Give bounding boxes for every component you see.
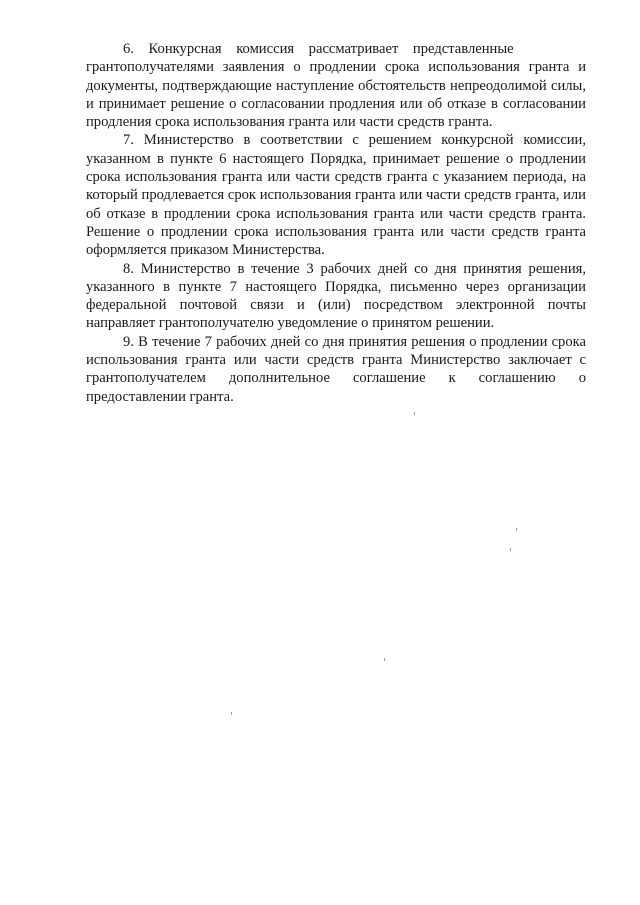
paragraph-6: 6. Конкурсная комиссия рассматривает представленные грантополучателями заявления о продлении срока использования гранта и документы, подтверждающие наступление обстоятельств непреодолимой силы, и принимает решение о согласовании продления или об отказе в согласовании продления срока использования гранта или части средств гранта. bbox=[86, 41, 586, 131]
paragraph-8: 8. Министерство в течение 3 рабочих дней со дня принятия решения, указанного в пункте 7 настоящего Порядка, письменно через организации федеральной почтовой связи и (или) посредством электронной почты направляет грантополучателю уведомление о принятом решении. bbox=[86, 260, 586, 332]
scan-speck bbox=[414, 412, 415, 415]
paragraph-9: 9. В течение 7 рабочих дней со дня принятия решения о продлении срока использования гранта или части средств гранта Министерство заключает с грантополучателем дополнительное соглашение к соглашению о предоставлении гранта. bbox=[86, 333, 586, 405]
paragraph-7: 7. Министерство в соответствии с решением конкурсной комиссии, указанном в пункте 6 настоящего Порядка, принимает решение о продлении срока использования гранта или части средств гранта с указанием периода, на который продлевается срок использования гранта или части средств гранта, или об отказе в продлении срока использования гранта или части средств гранта. Решение о продлении срока использования гранта или части средств гранта оформляется приказом Министерства. bbox=[86, 132, 586, 259]
document-body bbox=[86, 40, 586, 406]
scan-speck bbox=[510, 548, 511, 551]
scan-speck bbox=[516, 528, 517, 531]
scan-speck bbox=[231, 712, 232, 715]
scan-speck bbox=[384, 658, 385, 661]
